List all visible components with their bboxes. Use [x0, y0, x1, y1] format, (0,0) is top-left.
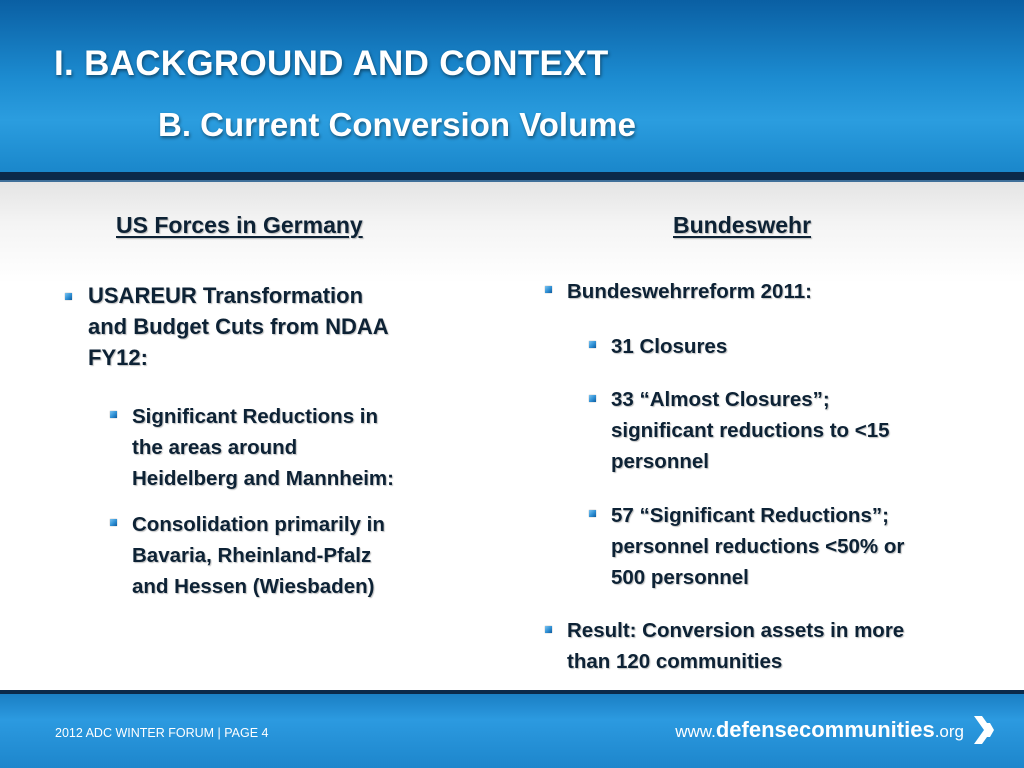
- slide-subtitle: B. Current Conversion Volume: [158, 106, 636, 143]
- left-subbullet-reductions: Significant Reductions in the areas around Heidelberg and Mannheim:: [132, 405, 394, 490]
- header-banner: [0, 0, 1024, 172]
- footer-website-link[interactable]: www.defensecommunities.org: [675, 717, 964, 742]
- bullet-icon: [589, 341, 596, 348]
- header-divider: [0, 172, 1024, 182]
- right-subbullet-closures: 31 Closures: [611, 335, 728, 358]
- bullet-icon: [110, 411, 117, 418]
- right-bullet-result: Result: Conversion assets in more than 120 communities: [567, 619, 905, 673]
- left-bullet-usareur: USAREUR Transformation and Budget Cuts from NDAA FY12:: [88, 283, 389, 370]
- right-subbullet-significant-reductions: 57 “Significant Reductions”; personnel reductions <50% or 500 personnel: [611, 504, 905, 589]
- bullet-icon: [589, 510, 596, 517]
- bullet-icon: [545, 626, 552, 633]
- right-bullet-reform: Bundeswehrreform 2011:: [567, 280, 812, 303]
- left-subbullet-consolidation: Consolidation primarily in Bavaria, Rheinland-Pfalz and Hessen (Wiesbaden): [132, 513, 385, 598]
- bullet-icon: [589, 395, 596, 402]
- slide-title: I. BACKGROUND AND CONTEXT: [54, 44, 609, 83]
- footer-page-label: 2012 ADC WINTER FORUM | PAGE 4: [55, 726, 269, 740]
- right-subbullet-almost-closures: 33 “Almost Closures”; significant reductions to <15 personnel: [611, 388, 890, 473]
- left-column-heading: US Forces in Germany: [116, 212, 363, 238]
- chevron-logo-icon: [972, 714, 996, 746]
- right-column-heading: Bundeswehr: [673, 212, 812, 238]
- bullet-icon: [545, 286, 552, 293]
- bullet-icon: [65, 293, 72, 300]
- bullet-icon: [110, 519, 117, 526]
